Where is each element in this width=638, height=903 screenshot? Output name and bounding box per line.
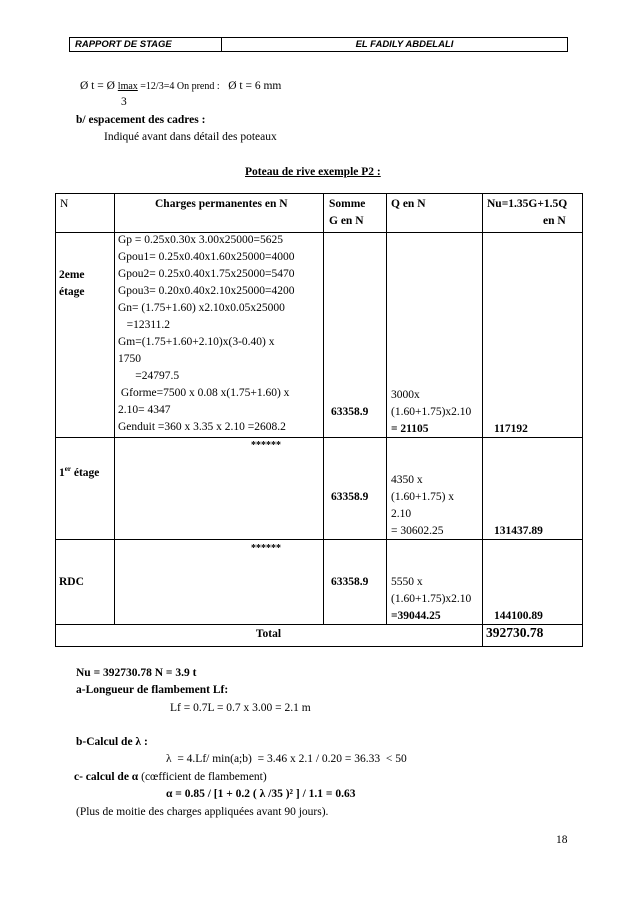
row1-charge-line: Gp = 0.25x0.30x 3.00x25000=5625 (118, 234, 284, 246)
total-value: 392730.78 (486, 625, 544, 640)
row1-charge-line: 2.10= 4347 (118, 404, 171, 416)
row1-label-1: 2eme (59, 269, 85, 281)
row1-charge-line: Gm=(1.75+1.60+2.10)x(3-0.40) x (118, 336, 275, 348)
phi-choice: Ø t = 6 mm (228, 80, 282, 92)
header-nu-1: Nu=1.35G+1.5Q (487, 198, 568, 210)
phi-fraction: =12/3=4 On prend : (137, 81, 220, 92)
row1-charge-line: =12311.2 (118, 319, 171, 331)
header-author: EL FADILY ABDELALI (355, 39, 454, 50)
table-border-top (55, 193, 583, 194)
phi-lmax: lmax (117, 81, 138, 92)
table-col-sep-4 (482, 193, 483, 646)
page-number: 18 (556, 834, 568, 846)
row2-stars: ****** (251, 440, 281, 451)
table-col-sep-1 (114, 193, 115, 624)
row1-charge-line: 1750 (118, 353, 141, 365)
spacing-text: Indiqué avant dans détail des poteaux (104, 131, 277, 143)
row3-sum-g: 63358.9 (331, 576, 369, 588)
header-nu-2: en N (543, 215, 566, 227)
phi-t-line (80, 80, 281, 92)
table-border-right (582, 193, 583, 646)
row3-q-line: =39044.25 (391, 610, 441, 622)
lf-equation: Lf = 0.7L = 0.7 x 3.00 = 2.1 m (170, 702, 311, 714)
row1-charge-line: =24797.5 (118, 370, 180, 382)
row3-stars: ****** (251, 543, 281, 554)
row1-sum-g: 63358.9 (331, 406, 369, 418)
table-title: Poteau de rive exemple P2 : (245, 166, 381, 178)
row1-q-line: = 21105 (391, 423, 429, 435)
row2-nu: 131437.89 (494, 525, 543, 537)
row3-q-line: 5550 x (391, 576, 423, 588)
row2-sum-g: 63358.9 (331, 491, 369, 503)
row2-label-main: 1 (59, 466, 65, 479)
header-q: Q en N (391, 198, 426, 210)
phi-t-symbol: Ø t = Ø (80, 80, 118, 92)
row1-charge-line: Gpou1= 0.25x0.40x1.60x25000=4000 (118, 251, 295, 263)
header-report-title: RAPPORT DE STAGE (70, 38, 222, 51)
row1-label-2: étage (59, 286, 85, 298)
row3-q-line: (1.60+1.75)x2.10 (391, 593, 472, 605)
table-border-bottom (55, 646, 583, 647)
row2-q-line: (1.60+1.75) x (391, 491, 455, 503)
alpha-title (74, 771, 267, 783)
row2-q-line: = 30602.25 (391, 525, 444, 537)
row2-label-rest: étage (70, 466, 100, 479)
row1-charge-line: Gpou2= 0.25x0.40x1.75x25000=5470 (118, 268, 295, 280)
header-sum-g-1: Somme (329, 198, 366, 210)
header-n: N (60, 198, 69, 210)
header-permanent-loads: Charges permanentes en N (155, 198, 288, 210)
alpha-title-normal: (cœfficient de flambement) (141, 771, 267, 783)
row1-q-line: 3000x (391, 389, 420, 401)
header-sum-g-2: G en N (329, 215, 364, 227)
load-table (55, 193, 583, 646)
row3-nu: 144100.89 (494, 610, 543, 622)
lambda-equation: λ = 4.Lf/ min(a;b) = 3.46 x 2.1 / 0.20 = 36.33 < 50 (166, 753, 407, 765)
row1-charge-line: Gforme=7500 x 0.08 x(1.75+1.60) x (118, 387, 290, 399)
row1-nu: 117192 (494, 423, 528, 435)
row1-q-line: (1.60+1.75)x2.10 (391, 406, 472, 418)
row1-charge-line: Genduit =360 x 3.35 x 2.10 =2608.2 (118, 421, 286, 433)
row2-label (59, 461, 99, 481)
nu-result: Nu = 392730.78 N = 3.9 t (76, 667, 197, 679)
lf-title: a-Longueur de flambement Lf: (76, 684, 229, 696)
total-label: Total (255, 628, 282, 640)
lambda-title: b-Calcul de λ : (76, 736, 148, 748)
alpha-equation: α = 0.85 / [1 + 0.2 ( λ /35 )² ] / 1.1 = 0.63 (166, 788, 356, 800)
spacing-title: b/ espacement des cadres : (76, 114, 206, 126)
row2-q-line: 4350 x (391, 474, 423, 486)
page-header (69, 37, 568, 52)
table-col-sep-3 (386, 193, 387, 624)
row3-label: RDC (59, 576, 84, 588)
row1-charge-line: Gpou3= 0.20x0.40x2.10x25000=4200 (118, 285, 295, 297)
alpha-title-bold: c- calcul de α (74, 771, 142, 783)
row2-q-line: 2.10 (391, 508, 412, 520)
loading-note: (Plus de moitie des charges appliquées avant 90 jours). (76, 806, 329, 818)
row2-label-sup: er (64, 465, 71, 473)
table-col-sep-2 (323, 193, 324, 624)
phi-denominator: 3 (121, 96, 127, 108)
row1-charge-line: Gn= (1.75+1.60) x2.10x0.05x25000 (118, 302, 285, 314)
table-border-left (55, 193, 56, 646)
